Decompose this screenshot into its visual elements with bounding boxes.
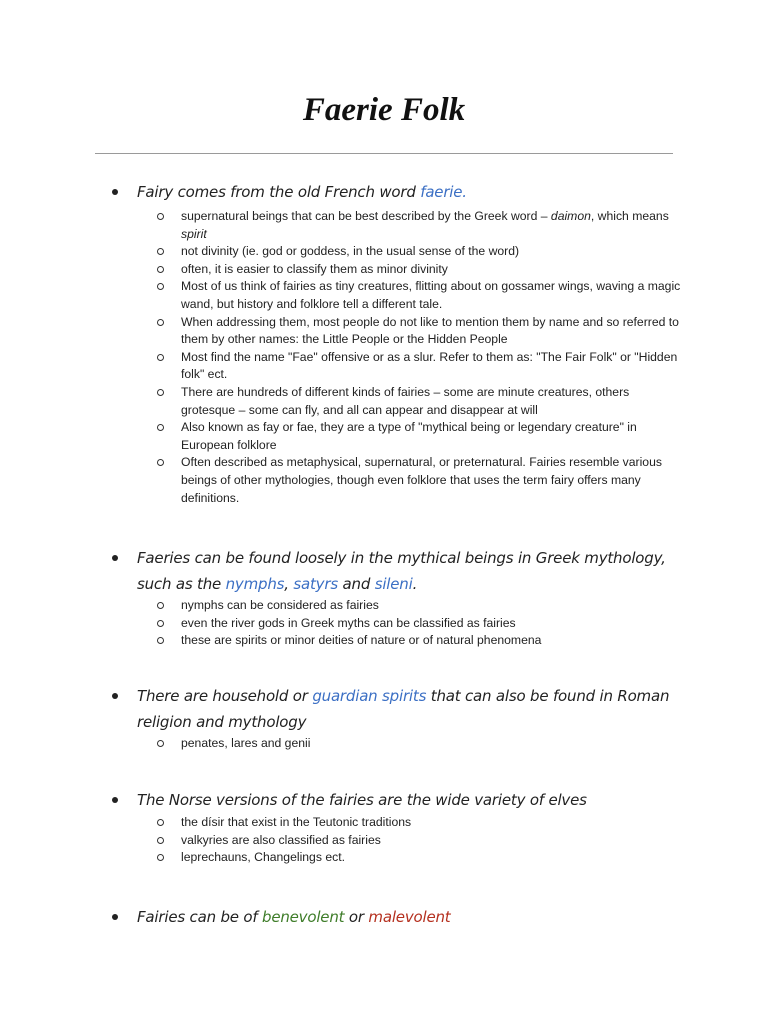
list-item bbox=[106, 454, 686, 507]
circle-bullet-icon bbox=[157, 354, 164, 361]
list-item-text: supernatural beings that can be best described by the Greek word – bbox=[181, 209, 551, 223]
section-fairy-origin bbox=[106, 179, 686, 507]
term-daimon: daimon bbox=[550, 209, 591, 223]
list-item-text: even the river gods in Greek myths can be classified as fairies bbox=[181, 615, 516, 630]
list-item-text: the dísir that exist in the Teutonic traditions bbox=[181, 815, 412, 829]
bullet-dot bbox=[112, 555, 118, 561]
bullet-fairy-origin bbox=[106, 179, 686, 205]
bullet-text: Faeries can be found loosely in the mythical beings in Greek mythology, such as the bbox=[137, 549, 666, 593]
list-item bbox=[106, 314, 686, 349]
circle-bullet-icon bbox=[157, 266, 164, 273]
circle-bullet-icon bbox=[157, 620, 164, 627]
list-item bbox=[106, 832, 686, 850]
circle-bullet-icon bbox=[157, 854, 164, 861]
list-item bbox=[106, 419, 686, 454]
highlight-satyrs: satyrs bbox=[293, 575, 338, 593]
section-roman-spirits bbox=[106, 683, 686, 753]
bullet-text: Fairies can be of bbox=[137, 908, 262, 926]
list-item-text: often, it is easier to classify them as minor divinity bbox=[181, 261, 448, 276]
list-item-text: Often described as metaphysical, supernatural, or preternatural. Fairies resemble various beings of other mythologies, though even folklore that uses the term fairy offers many definitions. bbox=[181, 455, 662, 505]
highlight-guardian-spirits: guardian spirits bbox=[312, 687, 427, 705]
list-item-text: Most find the name "Fae" offensive or as a slur. Refer to them as: "The Fair Folk" or "Hidden folk" ect. bbox=[181, 349, 678, 382]
section-norse-elves bbox=[106, 787, 686, 867]
circle-bullet-icon bbox=[157, 248, 164, 255]
circle-bullet-icon bbox=[157, 602, 164, 609]
list-item bbox=[106, 349, 686, 384]
bullet-roman-spirits bbox=[106, 683, 686, 735]
list-item-text: not divinity (ie. god or goddess, in the usual sense of the word) bbox=[181, 244, 520, 259]
bullet-greek-mythology bbox=[106, 545, 686, 597]
section-greek-mythology bbox=[106, 545, 686, 650]
list-item-text: leprechauns, Changelings ect. bbox=[181, 850, 345, 865]
sublist-greek-mythology bbox=[106, 597, 686, 650]
circle-bullet-icon bbox=[157, 424, 164, 431]
bullet-text: Fairy comes from the old French word bbox=[137, 183, 421, 201]
sublist-roman-spirits bbox=[106, 735, 686, 753]
circle-bullet-icon bbox=[157, 213, 164, 220]
list-item bbox=[106, 243, 686, 261]
section-benevolent-malevolent bbox=[106, 904, 686, 930]
highlight-sileni: sileni bbox=[374, 575, 413, 593]
circle-bullet-icon bbox=[157, 283, 164, 290]
sublist-norse-elves bbox=[106, 814, 686, 867]
list-item-text: There are hundreds of different kinds of fairies – some are minute creatures, others grotesque – some can fly, and all can appear and disappear at will bbox=[181, 384, 630, 417]
list-item bbox=[106, 278, 686, 313]
highlight-faerie: faerie. bbox=[420, 183, 467, 201]
circle-bullet-icon bbox=[157, 740, 164, 747]
list-item bbox=[106, 597, 686, 615]
bullet-text: that can also be found in Roman religion and mythology bbox=[137, 687, 670, 731]
title-divider bbox=[95, 153, 673, 154]
bullet-text: and bbox=[337, 575, 375, 593]
list-item bbox=[106, 632, 686, 650]
circle-bullet-icon bbox=[157, 319, 164, 326]
list-item bbox=[106, 261, 686, 279]
list-item bbox=[106, 208, 686, 243]
list-item-text: penates, lares and genii bbox=[181, 736, 311, 750]
bullet-text: There are household or bbox=[137, 687, 313, 705]
bullet-benevolent-malevolent bbox=[106, 904, 686, 930]
bullet-dot bbox=[112, 914, 118, 920]
list-item-text: valkyries are also classified as fairies bbox=[181, 832, 381, 847]
circle-bullet-icon bbox=[157, 637, 164, 644]
circle-bullet-icon bbox=[157, 389, 164, 396]
highlight-malevolent: malevolent bbox=[368, 908, 451, 926]
list-item-text: , which means bbox=[590, 209, 669, 223]
bullet-text: . bbox=[412, 575, 418, 593]
list-item bbox=[106, 384, 686, 419]
list-item-text: these are spirits or minor deities of nature or of natural phenomena bbox=[181, 633, 542, 648]
bullet-text: The Norse versions of the fairies are the wide variety of elves bbox=[137, 791, 587, 809]
bullet-norse-elves bbox=[106, 787, 686, 813]
circle-bullet-icon bbox=[157, 819, 164, 826]
list-item-text: nymphs can be considered as fairies bbox=[181, 598, 379, 612]
term-spirit: spirit bbox=[181, 226, 207, 241]
list-item bbox=[106, 814, 686, 832]
list-item-text: Most of us think of fairies as tiny creatures, flitting about on gossamer wings, waving a magic wand, but history and folklore tell a different tale. bbox=[181, 279, 681, 311]
circle-bullet-icon bbox=[157, 459, 164, 466]
list-item bbox=[106, 849, 686, 867]
list-item bbox=[106, 615, 686, 633]
bullet-text: , bbox=[284, 575, 294, 593]
highlight-nymphs: nymphs bbox=[225, 575, 285, 593]
list-item-text: When addressing them, most people do not like to mention them by name and so referred to them by other names: the Little People or the Hidden People bbox=[181, 314, 679, 347]
bullet-text: or bbox=[344, 908, 369, 926]
bullet-dot bbox=[112, 189, 118, 195]
list-item bbox=[106, 735, 686, 753]
sublist-fairy-origin bbox=[106, 208, 686, 507]
circle-bullet-icon bbox=[157, 837, 164, 844]
highlight-benevolent: benevolent bbox=[262, 908, 345, 926]
bullet-dot bbox=[112, 693, 118, 699]
bullet-dot bbox=[112, 797, 118, 803]
page-title: Faerie Folk bbox=[302, 92, 466, 128]
list-item-text: Also known as fay or fae, they are a type of "mythical being or legendary creature" in European folklore bbox=[181, 420, 637, 452]
